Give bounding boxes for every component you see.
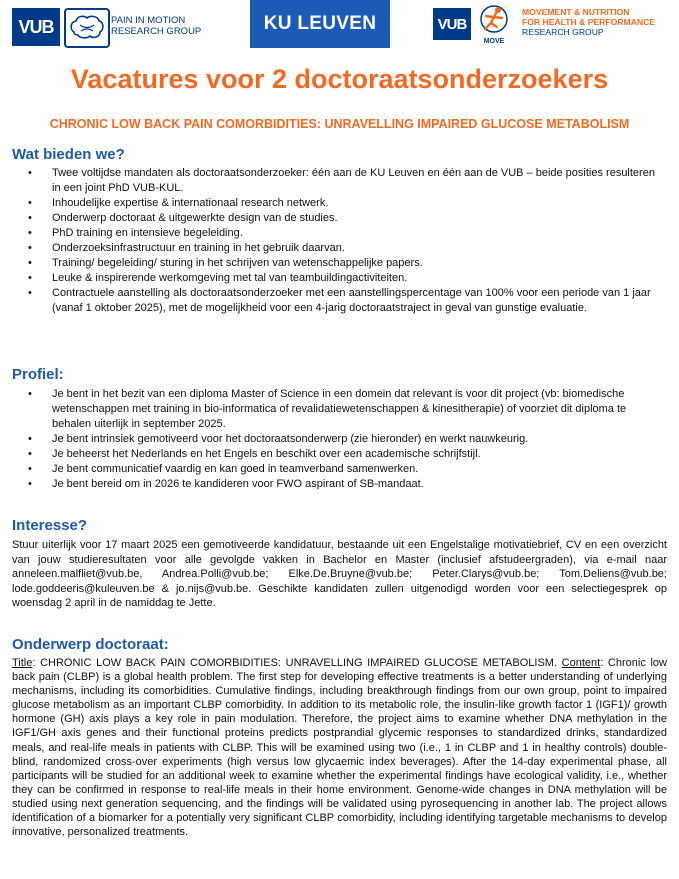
move-runner-icon [472,3,516,45]
interest-paragraph: Stuur uiterlijk voor 17 maart 2025 een gemotiveerde kandidatuur, bestaande uit een Engelstalige motivatiebrief, CV en een overzicht van jouw studieresultaten voor alle gevolgde vakken in Bachelor en Master (inclusief afstudeergraden), via e-mail naar anneleen.malfliet@vub.be, Andrea.Polli@vub.be; Elke.De.Bruyne@vub.be; Peter.Clarys@vub.be; Tom.Deliens@vub.be; lode.goddeeris@kuleuven.be & jo.nijs@vub.be. Geschikte kandidaten zullen uitgenodigd worden voor een selectiegesprek op woensdag 2 april in de namiddag te Jette. [12,539,667,609]
pain-in-motion-logo [111,15,201,37]
move-line-3: RESEARCH GROUP [522,27,604,37]
offer-item: • Onderwerp doctoraat & uitgewerkte design van de studies. [22,211,662,226]
offer-item: • Twee voltijdse mandaten als doctoraatsonderzoeker: één aan de KU Leuven en één aan de VUB – beide posities resulteren in een joint PhD VUB-KUL. [22,166,662,196]
pim-line-1: PAIN IN MOTION [111,15,186,26]
project-subtitle: CHRONIC LOW BACK PAIN COMORBIDITIES: UNRAVELLING IMPAIRED GLUCOSE METABOLISM [49,117,630,131]
offer-item: • Onderzoeksinfrastructuur en training in het gebruik daarvan. [22,241,662,256]
movement-nutrition-logo [522,7,655,37]
offer-item: • Inhoudelijke expertise & internationaal research netwerk. [22,196,662,211]
offer-item: • PhD training en intensieve begeleiding. [22,226,662,241]
topic-paragraph [12,656,667,839]
ku-leuven-logo [250,0,390,48]
vub-logo [12,8,60,46]
vub-logo-right-text: VUB [437,15,467,33]
offer-item: • Leuke & inspirerende werkomgeving met tal van teambuildingactiviteiten. [22,271,662,286]
offer-heading: Wat bieden we? [12,146,125,163]
interest-heading: Interesse? [12,517,88,534]
topic-content-label: Content [561,657,601,669]
topic-content-text: : Chronic low back pain (CLBP) is a global health problem. The first step for developing effective treatments is a better understanding of underlying mechanisms, including its comorbidities. Cumulative findings, including breakthrough findings from our own group, point to impaired glucose metabolism as an important CLBP comorbidity. In addition to its metabolic role, the insulin-like growth factor 1 (IGF1)/ growth hormone (GH) axis plays a key role in pain modulation. Therefore, the project aims to examine whether DNA methylation in the IGF1/GH axis genes and their functional proteins predicts postprandial glycemic responses to standardized drinks, standardized meals, and real-life meals in patients with CLBP. This will be examined using two (i.e., 1 in CLBP and 1 in healthy controls) double-blind, randomized cross-over experiments (high versus low glycaemic index beverages). After the 14-day experimental phase, all participants will be studied for an additional week to examine whether the experimental findings have ecological validity, i.e., whether they can be confirmed in response to real-life meals in their home environment. Genome-wide changes in DNA methylation will be studied using next generation sequencing, and the findings will be validated using pyrosequencing in another lab. The project allows identification of a biomarker for a potentially very significant CLBP comorbidity, including identifying targetable mechanisms to develop innovative, personalized treatments. [12,657,667,839]
profile-item: • Je bent bereid om in 2026 te kandideren voor FWO aspirant of SB-mandaat. [22,477,662,492]
profile-item: • Je beheerst het Nederlands en het Engels en beschikt over een academische schrijfstijl. [22,447,662,462]
topic-title-label: Title [12,657,33,669]
topic-heading: Onderwerp doctoraat: [12,636,169,653]
pim-line-2: RESEARCH GROUP [111,26,202,37]
profile-item: • Je bent intrinsiek gemotiveerd voor het doctoraatsonderwerp (zie hieronder) en werkt nauwkeurig. [22,432,662,447]
offer-item: • Contractuele aanstelling als doctoraatsonderzoeker met een aanstellingspercentage van 100% voor een periode van 1 jaar (vanaf 1 oktober 2025), met de mogelijkheid voor een 4-jarig doctoraatstraject in geval van gunstige evaluatie. [22,286,662,316]
move-word: MOVE [483,38,505,45]
profile-item: • Je bent communicatief vaardig en kan goed in teamverband samenwerken. [22,462,662,477]
offer-item: • Training/ begeleiding/ sturing in het schrijven van wetenschappelijke papers. [22,256,662,271]
profile-heading: Profiel: [12,366,64,383]
ku-leuven-text: KU LEUVEN [263,13,377,34]
page-title: Vacatures voor 2 doctoraatsonderzoekers [70,64,609,94]
offer-list [22,166,662,316]
vub-logo-text: VUB [18,16,54,37]
vub-logo-right [433,8,471,40]
profile-list [22,387,662,492]
topic-title-text: : CHRONIC LOW BACK PAIN COMORBIDITIES: UNRAVELLING IMPAIRED GLUCOSE METABOLISM. [32,657,557,669]
brain-icon [64,8,110,48]
logo-header [0,0,679,60]
move-line-1: MOVEMENT & NUTRITION [522,7,630,17]
move-line-2: FOR HEALTH & PERFORMANCE [522,17,656,27]
profile-item: • Je bent in het bezit van een diploma Master of Science in een domein dat relevant is voor dit project (vb: biomedische wetenschappen met training in bio-informatica of revalidatiewetenschappen & kinesitherapie) of voorziet dit diploma te behalen uiterlijk in september 2025. [22,387,662,432]
